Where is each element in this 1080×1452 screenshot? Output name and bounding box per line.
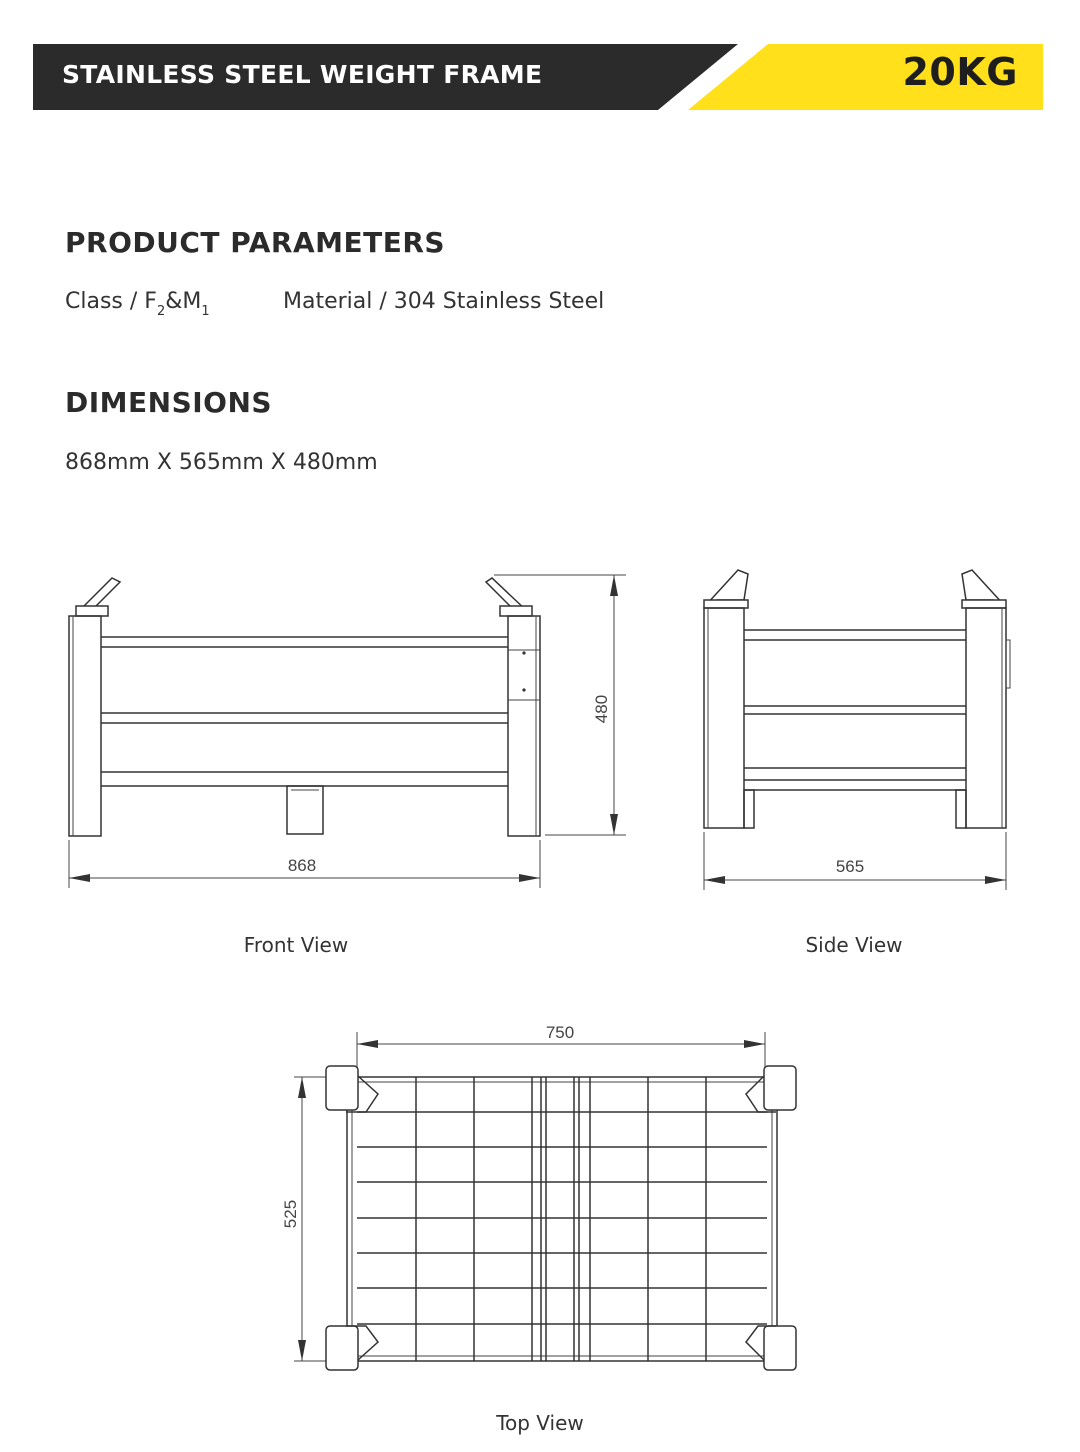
dimensions-value: 868mm X 565mm X 480mm bbox=[65, 450, 378, 475]
class-label: Class / F bbox=[65, 289, 157, 314]
side-depth-label: 565 bbox=[835, 857, 865, 876]
dimensions-heading: DIMENSIONS bbox=[65, 386, 273, 419]
top-view-caption: Top View bbox=[496, 1411, 584, 1435]
class-mid: &M bbox=[165, 289, 202, 314]
front-width-label: 868 bbox=[287, 856, 317, 875]
top-length-label: 750 bbox=[545, 1023, 575, 1042]
page-title: STAINLESS STEEL WEIGHT FRAME bbox=[62, 60, 543, 89]
class-sub-m: 1 bbox=[201, 304, 210, 319]
front-view-drawing bbox=[69, 575, 626, 888]
side-view-caption: Side View bbox=[805, 933, 903, 957]
top-width-label: 525 bbox=[281, 1199, 300, 1229]
product-parameters-heading: PRODUCT PARAMETERS bbox=[65, 226, 446, 259]
class-sub-f: 2 bbox=[156, 304, 166, 319]
top-view-drawing bbox=[294, 1032, 796, 1370]
front-height-label: 480 bbox=[592, 694, 611, 724]
weight-badge: 20KG bbox=[902, 50, 1018, 94]
material-parameter: Material / 304 Stainless Steel bbox=[283, 289, 605, 314]
side-view-drawing bbox=[704, 570, 1010, 890]
front-view-caption: Front View bbox=[243, 933, 349, 957]
